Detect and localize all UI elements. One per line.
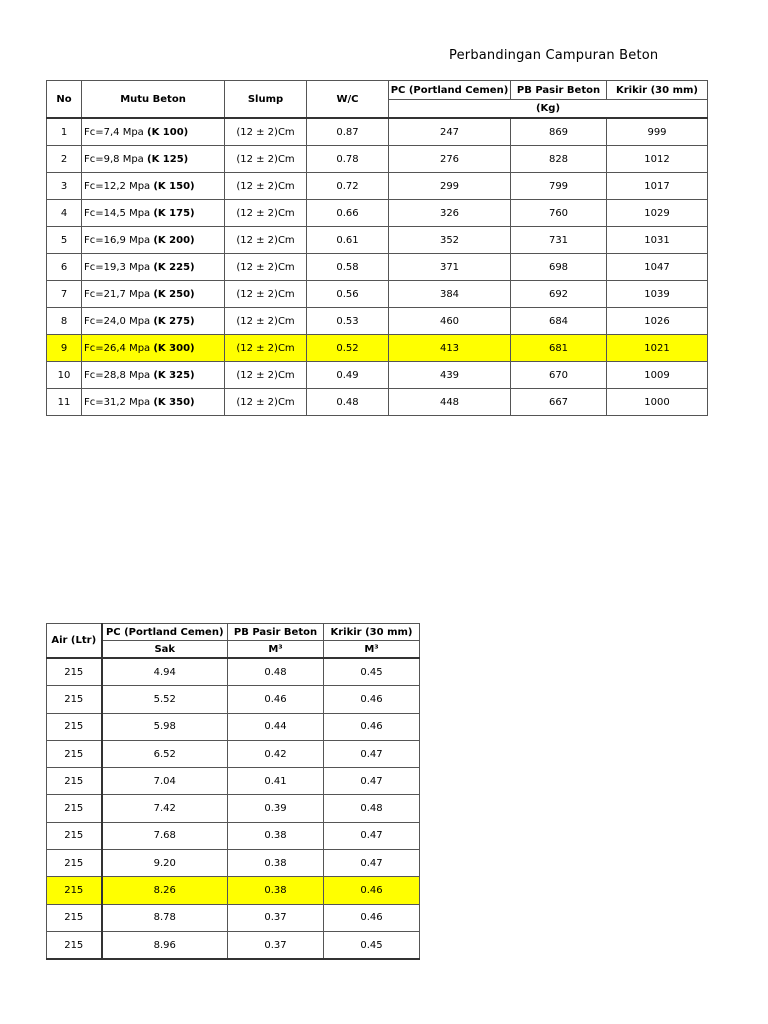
cell-no: 6	[47, 254, 82, 281]
cell-pc: 247	[389, 118, 511, 146]
cell-pc: 9.20	[102, 850, 228, 877]
table-row	[47, 389, 708, 416]
header-no: No	[47, 81, 82, 119]
table-row	[47, 822, 420, 849]
header-pb-unit: M³	[228, 641, 324, 659]
table-row	[47, 740, 420, 767]
cell-k-grade: (K 350)	[153, 396, 195, 408]
cell-air: 215	[47, 768, 102, 795]
cell-k-grade: (K 125)	[147, 153, 189, 165]
cell-pc: 299	[389, 173, 511, 200]
cell-pc: 413	[389, 335, 511, 362]
cell-pc: 4.94	[102, 658, 228, 686]
cell-no: 8	[47, 308, 82, 335]
cell-k-grade: (K 250)	[153, 288, 195, 300]
cell-fc: Fc=16,9 Mpa	[84, 234, 154, 246]
cell-mutu-beton	[82, 118, 225, 146]
cell-pb: 799	[511, 173, 607, 200]
cell-mutu-beton	[82, 200, 225, 227]
cell-pb: 0.41	[228, 768, 324, 795]
cell-slump: (12 ± 2)Cm	[225, 200, 307, 227]
header-pc: PC (Portland Cemen)	[389, 81, 511, 100]
table-row	[47, 254, 708, 281]
cell-air: 215	[47, 822, 102, 849]
header-pc: PC (Portland Cemen)	[102, 624, 228, 641]
cell-fc: Fc=7,4 Mpa	[84, 126, 147, 138]
cell-wc: 0.56	[307, 281, 389, 308]
cell-pb: 0.46	[228, 686, 324, 713]
cell-pb: 0.38	[228, 850, 324, 877]
cell-slump: (12 ± 2)Cm	[225, 335, 307, 362]
cell-pc: 460	[389, 308, 511, 335]
cell-wc: 0.87	[307, 118, 389, 146]
page-title: Perbandingan Campuran Beton	[449, 48, 659, 63]
cell-pb: 692	[511, 281, 607, 308]
cell-fc: Fc=31,2 Mpa	[84, 396, 154, 408]
cell-no: 7	[47, 281, 82, 308]
table-row	[47, 173, 708, 200]
cell-slump: (12 ± 2)Cm	[225, 173, 307, 200]
cell-slump: (12 ± 2)Cm	[225, 362, 307, 389]
cell-krikir: 1039	[607, 281, 708, 308]
cell-pc: 7.04	[102, 768, 228, 795]
cell-krikir: 1047	[607, 254, 708, 281]
cell-no: 2	[47, 146, 82, 173]
cell-pc: 7.68	[102, 822, 228, 849]
cell-pb: 828	[511, 146, 607, 173]
cell-mutu-beton	[82, 146, 225, 173]
cell-pc: 326	[389, 200, 511, 227]
cell-pc: 439	[389, 362, 511, 389]
cell-pc: 8.26	[102, 877, 228, 904]
cell-krikir: 1000	[607, 389, 708, 416]
cell-air: 215	[47, 931, 102, 959]
table-row	[47, 877, 420, 904]
cell-air: 215	[47, 850, 102, 877]
cell-fc: Fc=12,2 Mpa	[84, 180, 154, 192]
cell-mutu-beton	[82, 227, 225, 254]
cell-krikir: 0.46	[324, 904, 420, 931]
header-krikir: Krikir (30 mm)	[607, 81, 708, 100]
cell-pb: 731	[511, 227, 607, 254]
table-row	[47, 335, 708, 362]
cell-k-grade: (K 200)	[153, 234, 195, 246]
cell-pc: 5.52	[102, 686, 228, 713]
cell-krikir: 0.47	[324, 740, 420, 767]
table-row	[47, 713, 420, 740]
cell-krikir: 1009	[607, 362, 708, 389]
cell-wc: 0.61	[307, 227, 389, 254]
cell-air: 215	[47, 658, 102, 686]
cell-wc: 0.49	[307, 362, 389, 389]
cell-no: 11	[47, 389, 82, 416]
cell-mutu-beton	[82, 308, 225, 335]
table-row	[47, 118, 708, 146]
cell-pb: 760	[511, 200, 607, 227]
cell-mutu-beton	[82, 362, 225, 389]
cell-krikir: 1026	[607, 308, 708, 335]
header-mutu-beton: Mutu Beton	[82, 81, 225, 119]
cell-fc: Fc=24,0 Mpa	[84, 315, 154, 327]
cell-pb: 0.38	[228, 877, 324, 904]
cell-no: 3	[47, 173, 82, 200]
cell-pc: 8.96	[102, 931, 228, 959]
header-slump: Slump	[225, 81, 307, 119]
cell-mutu-beton	[82, 281, 225, 308]
cell-slump: (12 ± 2)Cm	[225, 146, 307, 173]
cell-pb: 869	[511, 118, 607, 146]
cell-fc: Fc=14,5 Mpa	[84, 207, 154, 219]
mix-ratio-table-volume	[46, 623, 420, 960]
cell-slump: (12 ± 2)Cm	[225, 227, 307, 254]
cell-pc: 7.42	[102, 795, 228, 822]
cell-no: 5	[47, 227, 82, 254]
cell-k-grade: (K 325)	[153, 369, 195, 381]
cell-pb: 0.42	[228, 740, 324, 767]
cell-pc: 371	[389, 254, 511, 281]
cell-krikir: 0.45	[324, 658, 420, 686]
table-row	[47, 281, 708, 308]
cell-slump: (12 ± 2)Cm	[225, 254, 307, 281]
cell-wc: 0.58	[307, 254, 389, 281]
cell-fc: Fc=9,8 Mpa	[84, 153, 147, 165]
cell-krikir: 0.47	[324, 850, 420, 877]
table-row	[47, 200, 708, 227]
table-row	[47, 850, 420, 877]
header-krikir-unit: M³	[324, 641, 420, 659]
cell-pb: 670	[511, 362, 607, 389]
cell-pc: 276	[389, 146, 511, 173]
table-row	[47, 227, 708, 254]
cell-slump: (12 ± 2)Cm	[225, 389, 307, 416]
cell-krikir: 0.45	[324, 931, 420, 959]
cell-pb: 0.48	[228, 658, 324, 686]
cell-wc: 0.66	[307, 200, 389, 227]
table-row	[47, 146, 708, 173]
cell-pc: 6.52	[102, 740, 228, 767]
cell-krikir: 1029	[607, 200, 708, 227]
cell-k-grade: (K 300)	[153, 342, 195, 354]
cell-wc: 0.72	[307, 173, 389, 200]
cell-wc: 0.48	[307, 389, 389, 416]
cell-krikir: 0.46	[324, 686, 420, 713]
cell-krikir: 1017	[607, 173, 708, 200]
cell-pc: 448	[389, 389, 511, 416]
cell-pc: 5.98	[102, 713, 228, 740]
cell-pb: 698	[511, 254, 607, 281]
cell-k-grade: (K 100)	[147, 126, 189, 138]
cell-krikir: 0.48	[324, 795, 420, 822]
cell-fc: Fc=28,8 Mpa	[84, 369, 154, 381]
header-pc-unit: Sak	[102, 641, 228, 659]
cell-k-grade: (K 175)	[153, 207, 195, 219]
mix-ratio-table-kg	[46, 80, 708, 416]
table-row	[47, 795, 420, 822]
cell-krikir: 0.46	[324, 713, 420, 740]
cell-pb: 0.44	[228, 713, 324, 740]
cell-no: 4	[47, 200, 82, 227]
cell-krikir: 0.47	[324, 768, 420, 795]
table-row	[47, 931, 420, 959]
cell-pb: 0.38	[228, 822, 324, 849]
header-krikir: Krikir (30 mm)	[324, 624, 420, 641]
cell-krikir: 0.46	[324, 877, 420, 904]
header-pb: PB Pasir Beton	[228, 624, 324, 641]
cell-pc: 352	[389, 227, 511, 254]
cell-mutu-beton	[82, 254, 225, 281]
header-air: Air (Ltr)	[47, 624, 102, 659]
cell-slump: (12 ± 2)Cm	[225, 118, 307, 146]
cell-k-grade: (K 225)	[153, 261, 195, 273]
cell-pb: 667	[511, 389, 607, 416]
cell-air: 215	[47, 713, 102, 740]
cell-no: 10	[47, 362, 82, 389]
cell-k-grade: (K 275)	[153, 315, 195, 327]
table-row	[47, 904, 420, 931]
table-row	[47, 308, 708, 335]
cell-krikir: 0.47	[324, 822, 420, 849]
cell-mutu-beton	[82, 335, 225, 362]
table-row	[47, 686, 420, 713]
cell-fc: Fc=26,4 Mpa	[84, 342, 154, 354]
header-pb: PB Pasir Beton	[511, 81, 607, 100]
cell-pb: 0.37	[228, 931, 324, 959]
cell-krikir: 1031	[607, 227, 708, 254]
table-row	[47, 658, 420, 686]
cell-pb: 684	[511, 308, 607, 335]
cell-air: 215	[47, 795, 102, 822]
cell-fc: Fc=21,7 Mpa	[84, 288, 154, 300]
cell-no: 9	[47, 335, 82, 362]
cell-krikir: 1012	[607, 146, 708, 173]
cell-pb: 0.39	[228, 795, 324, 822]
header-wc: W/C	[307, 81, 389, 119]
cell-air: 215	[47, 877, 102, 904]
cell-wc: 0.52	[307, 335, 389, 362]
cell-fc: Fc=19,3 Mpa	[84, 261, 154, 273]
cell-mutu-beton	[82, 173, 225, 200]
cell-pc: 8.78	[102, 904, 228, 931]
table-row	[47, 362, 708, 389]
cell-slump: (12 ± 2)Cm	[225, 281, 307, 308]
header-unit-kg: (Kg)	[389, 100, 708, 119]
cell-no: 1	[47, 118, 82, 146]
cell-pc: 384	[389, 281, 511, 308]
cell-air: 215	[47, 686, 102, 713]
cell-pb: 681	[511, 335, 607, 362]
cell-krikir: 1021	[607, 335, 708, 362]
cell-wc: 0.78	[307, 146, 389, 173]
cell-air: 215	[47, 904, 102, 931]
cell-k-grade: (K 150)	[153, 180, 195, 192]
cell-wc: 0.53	[307, 308, 389, 335]
cell-air: 215	[47, 740, 102, 767]
table-row	[47, 768, 420, 795]
cell-pb: 0.37	[228, 904, 324, 931]
cell-mutu-beton	[82, 389, 225, 416]
cell-krikir: 999	[607, 118, 708, 146]
cell-slump: (12 ± 2)Cm	[225, 308, 307, 335]
